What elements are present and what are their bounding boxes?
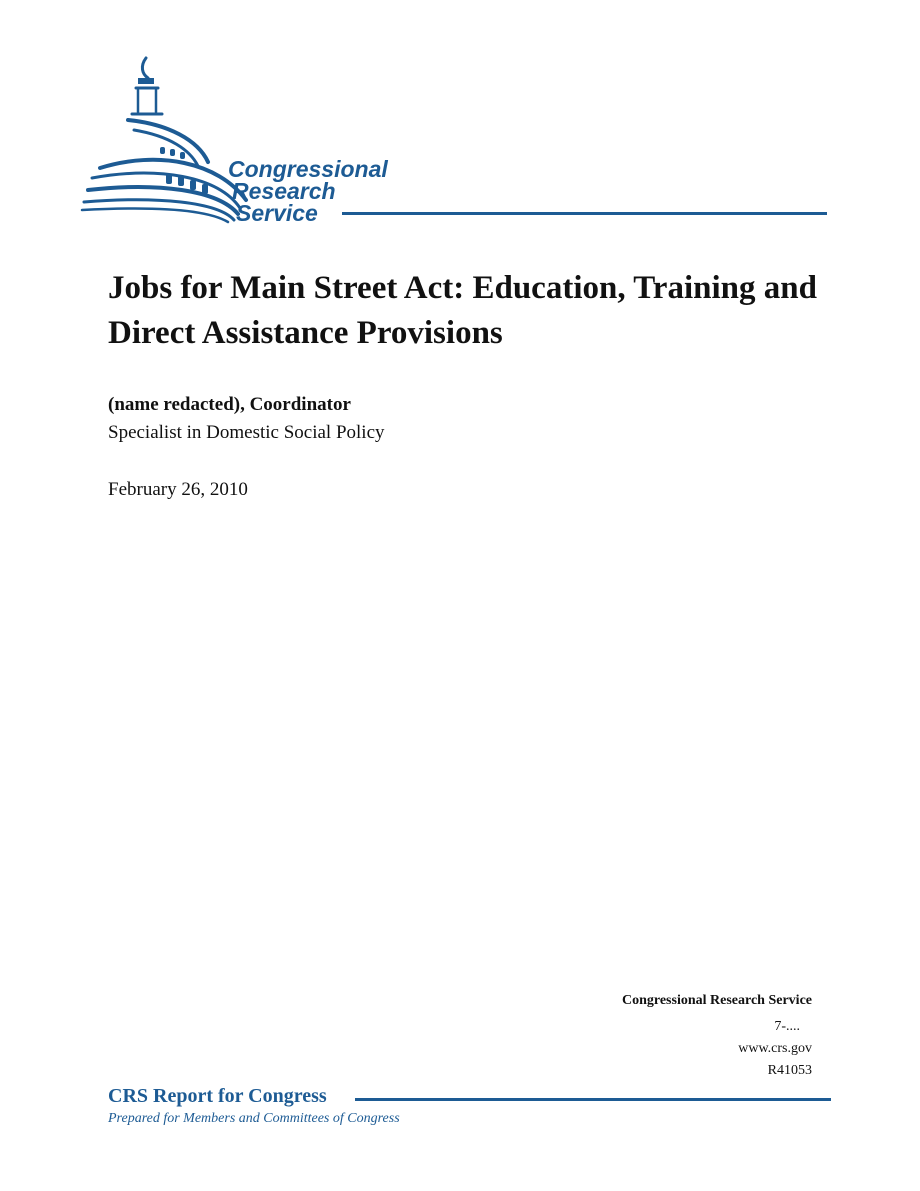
- capitol-dome-icon: [78, 50, 838, 230]
- crs-contact-block: [622, 990, 812, 1082]
- footer-rule: [355, 1098, 831, 1101]
- footer-title: CRS Report for Congress: [108, 1085, 327, 1107]
- report-title: Jobs for Main Street Act: Education, Training and Direct Assistance Provisions: [108, 270, 817, 351]
- footer-subtitle: Prepared for Members and Committees of Congress: [108, 1111, 400, 1126]
- logo-text-research: Research: [232, 178, 336, 204]
- logo-rule: [342, 212, 827, 215]
- logo-text-congressional: Congressional: [228, 156, 388, 182]
- author-name: (name redacted), Coordinator: [108, 394, 351, 415]
- author-role: Specialist in Domestic Social Policy: [108, 422, 385, 443]
- logo-text-service: Service: [236, 200, 318, 226]
- report-number: R41053: [767, 1063, 812, 1078]
- crs-phone: 7-....: [774, 1019, 800, 1034]
- crs-website-link[interactable]: www.crs.gov: [738, 1041, 812, 1056]
- report-date: February 26, 2010: [108, 479, 248, 500]
- crs-name: Congressional Research Service: [621, 993, 812, 1008]
